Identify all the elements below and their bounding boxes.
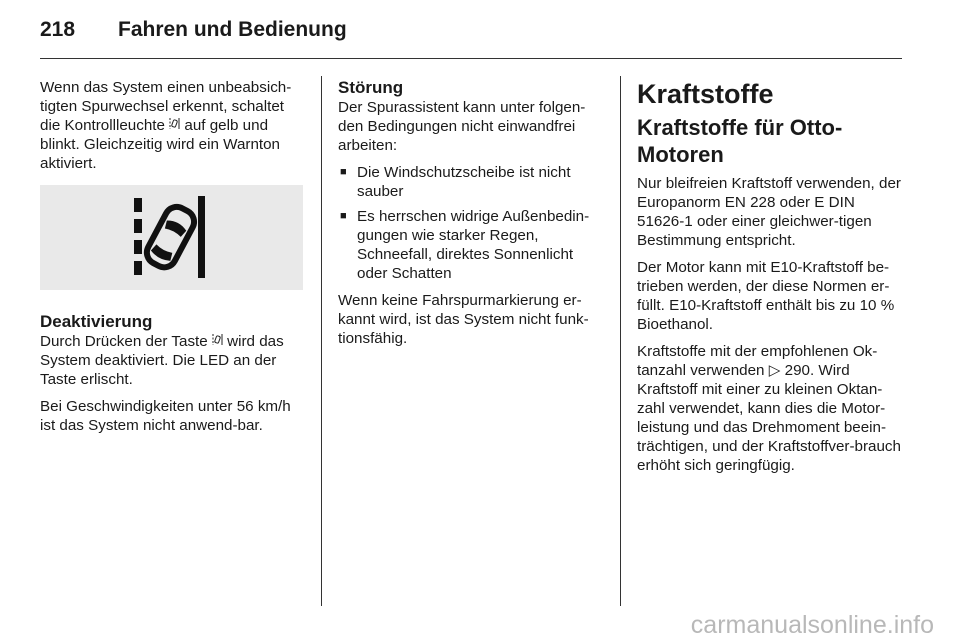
page-reference-link[interactable]: 290 xyxy=(784,362,810,379)
page-header xyxy=(40,18,902,59)
lane-departure-icon xyxy=(122,190,222,285)
malfunction-heading: Störung xyxy=(338,78,404,97)
petrol-fuels-subtitle: Kraftstoffe für Otto-Motoren xyxy=(637,115,843,167)
chapter-title: Fahren und Bedienung xyxy=(118,18,347,41)
column-left xyxy=(40,78,306,443)
deactivation-paragraph: Durch Drücken der Taste wird das System deaktiviert. Die LED an der Taste erlischt. xyxy=(40,333,284,388)
e10-paragraph: Der Motor kann mit E10-Kraftstoff be-trieben werden, der diese Normen er-füllt. E10-Kraftstoff enthält bis zu 10 % Bioethanol. xyxy=(637,259,895,333)
warning-paragraph: Wenn das System einen unbeabsich-tigten Spurwechsel erkennt, schaltet die Kontrollleuchte auf gelb und blinkt. Gleichzeitig wird ein Warnton aktiviert. xyxy=(40,79,292,172)
no-marking-paragraph: Wenn keine Fahrspurmarkierung er-kannt wird, ist das System nicht funk-tionsfähig. xyxy=(338,292,589,347)
page-number: 218 xyxy=(40,18,76,41)
malfunction-list xyxy=(338,163,606,283)
page-reference-arrow-icon: ▷ xyxy=(768,362,781,379)
column-middle xyxy=(338,78,606,356)
watermark: carmanualsonline.info xyxy=(690,611,934,639)
speed-paragraph: Bei Geschwindigkeiten unter 56 km/h ist das System nicht anwend-bar. xyxy=(40,398,291,434)
lane-departure-icon xyxy=(212,333,223,346)
lane-departure-icon xyxy=(169,117,180,130)
malfunction-intro: Der Spurassistent kann unter folgen-den Bedingungen nicht einwandfrei arbeiten: xyxy=(338,99,586,154)
column-divider-right xyxy=(620,76,621,606)
deactivation-heading: Deaktivierung xyxy=(40,312,153,331)
list-item: ■ Es herrschen widrige Außenbedin-gungen wie starker Regen, Schneefall, direktes Sonnenlicht oder Schatten xyxy=(338,207,606,283)
fuels-title: Kraftstoffe xyxy=(637,79,774,109)
lane-assist-illustration xyxy=(40,185,303,290)
unleaded-paragraph: Nur bleifreien Kraftstoff verwenden, der Europanorm EN 228 oder E DIN 51626-1 oder einer gleichwer-tigen Bestimmung entspricht. xyxy=(637,175,901,249)
column-right xyxy=(637,78,903,483)
column-divider-left xyxy=(321,76,322,606)
octane-paragraph: Kraftstoffe mit der empfohlenen Ok-tanzahl verwenden ▷ 290. Wird Kraftstoff mit einer zu kleinen Oktan-zahl verwendet, kann dies die Motor-leistung und das Drehmoment beein-trächtigen, und der Kraftstoffver-brauch erhöht sich geringfügig. xyxy=(637,343,901,474)
list-item: ■ Die Windschutzscheibe ist nicht sauber xyxy=(338,163,606,201)
